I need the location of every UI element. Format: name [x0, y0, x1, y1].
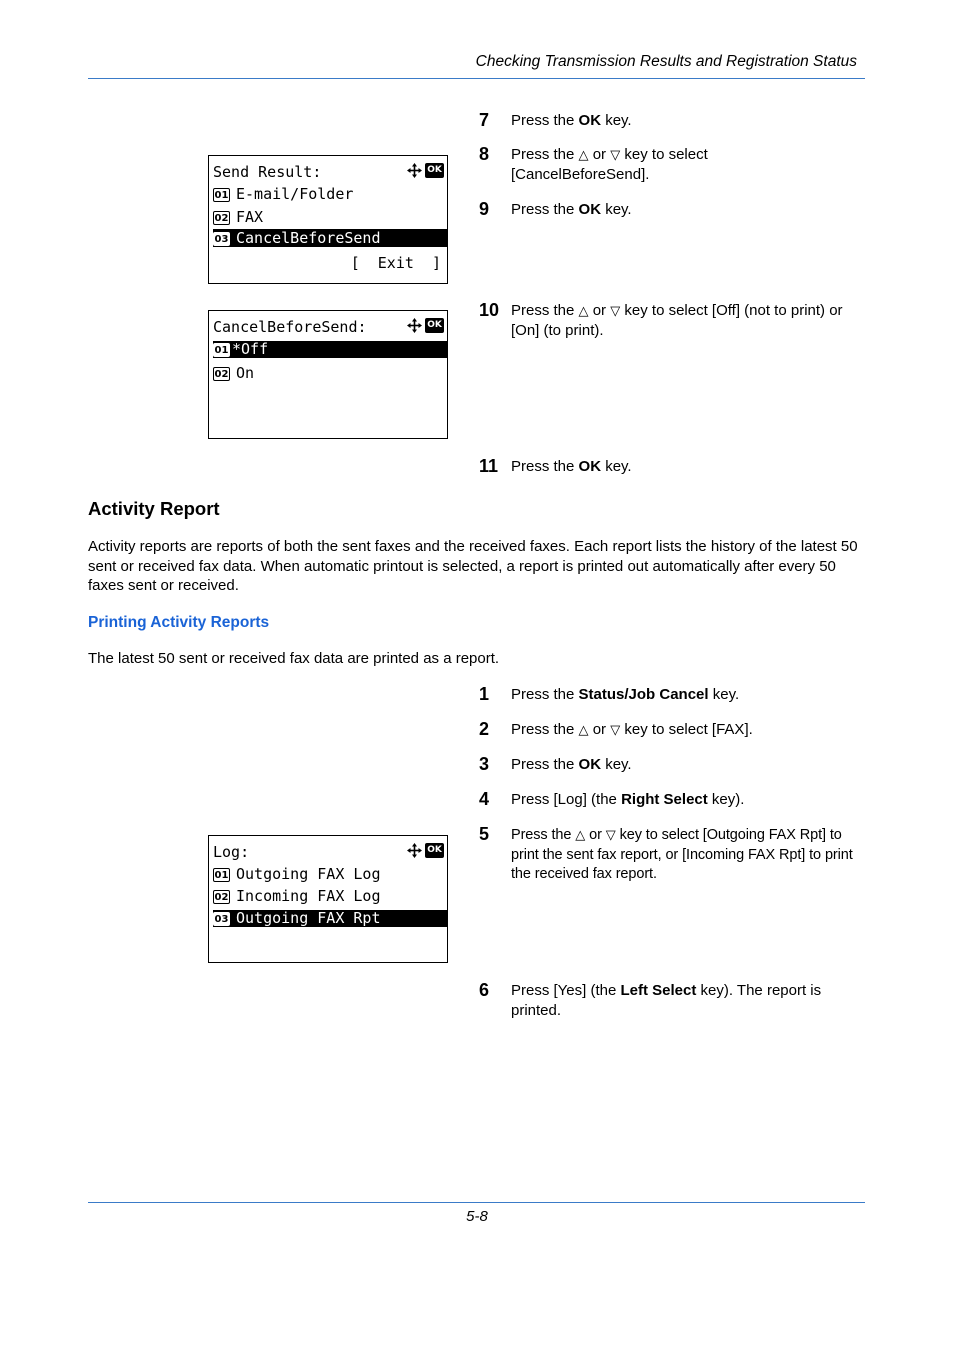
- lcd-nav-icons: [406, 842, 444, 858]
- step-number: 11: [479, 456, 499, 476]
- down-arrow-icon: ▽: [610, 722, 621, 737]
- menu-item-label: E-mail/Folder: [236, 185, 354, 203]
- item-number-badge: 01: [214, 870, 229, 881]
- step-text: Press the Status/Job Cancel key.: [511, 686, 740, 703]
- item-number-badge: 02: [214, 369, 229, 380]
- menu-item-label: On: [236, 364, 255, 382]
- down-arrow-icon: ▽: [605, 827, 616, 842]
- footer-rule: [88, 1202, 865, 1203]
- step-text: Press the △ or ▽ key to select [CancelBeforeSend].: [511, 146, 708, 183]
- lcd-title: Log:: [213, 843, 250, 861]
- up-arrow-icon: △: [578, 722, 589, 737]
- item-number-badge: 03: [214, 234, 229, 245]
- step-number: 1: [479, 684, 490, 704]
- cross-arrows-icon: [406, 162, 423, 179]
- step-text: Press [Yes] (the Left Select key). The report is printed.: [511, 982, 822, 1019]
- ok-icon: OK: [425, 318, 444, 333]
- up-arrow-icon: △: [575, 827, 586, 842]
- up-arrow-icon: △: [578, 147, 589, 162]
- step-number: 7: [479, 110, 490, 130]
- step-number: 8: [479, 144, 490, 164]
- lcd-nav-icons: [406, 162, 444, 178]
- lcd-title: CancelBeforeSend:: [213, 318, 367, 336]
- lcd-send-result: [208, 155, 448, 284]
- item-number-badge: 01: [214, 190, 229, 201]
- subsection-intro: The latest 50 sent or received fax data are printed as a report.: [88, 650, 500, 667]
- step-text: Press the △ or ▽ key to select [FAX].: [511, 721, 753, 738]
- step-text: Press the OK key.: [511, 201, 632, 218]
- menu-item-label: FAX: [236, 208, 264, 226]
- lcd-menu-item-selected: [213, 910, 447, 927]
- step-text: Press the △ or ▽ key to select [Outgoing FAX Rpt] to print the sent fax report, or [Incoming FAX Rpt] to print the received fax report.: [511, 827, 853, 882]
- lcd-menu-item: [213, 208, 447, 227]
- header-rule: [88, 78, 865, 79]
- down-arrow-icon: ▽: [610, 147, 621, 162]
- lcd-menu-item: [213, 185, 447, 204]
- lcd-log: [208, 835, 448, 963]
- step-text: Press [Log] (the Right Select key).: [511, 791, 745, 808]
- item-number-badge: 02: [214, 213, 229, 224]
- lcd-menu-item-selected: [213, 341, 447, 358]
- exit-softkey: [ Exit ]: [350, 254, 441, 272]
- subsection-title: Printing Activity Reports: [88, 614, 270, 631]
- step-number: 10: [479, 300, 500, 320]
- lcd-title: Send Result:: [213, 163, 322, 181]
- section-intro: Activity reports are reports of both the sent faxes and the received faxes. Each report lists the history of the latest 50 sent or received fax data. When automatic printout is selected, a report is printed out automatically after every 50 faxes sent or received.: [88, 538, 858, 594]
- menu-item-label: Outgoing FAX Rpt: [236, 909, 381, 927]
- menu-item-label: Incoming FAX Log: [236, 887, 381, 905]
- item-number-badge: 01: [214, 345, 229, 356]
- step-text: Press the OK key.: [511, 112, 632, 129]
- step-text: Press the OK key.: [511, 458, 632, 475]
- lcd-cancel-before-send: [208, 310, 448, 439]
- lcd-menu-item-selected: [213, 229, 447, 247]
- step-number: 4: [479, 789, 490, 809]
- section-title: Activity Report: [88, 498, 220, 519]
- step-number: 9: [479, 199, 490, 219]
- page-number: 5-8: [466, 1208, 488, 1225]
- step-number: 2: [479, 719, 490, 739]
- item-number-badge: 02: [214, 892, 229, 903]
- cross-arrows-icon: [406, 842, 423, 859]
- ok-icon: OK: [425, 843, 444, 858]
- step-text: Press the △ or ▽ key to select [Off] (not to print) or [On] (to print).: [511, 302, 843, 339]
- step-number: 5: [479, 824, 490, 844]
- menu-item-label: *Off: [232, 340, 269, 358]
- down-arrow-icon: ▽: [610, 303, 621, 318]
- step-number: 6: [479, 980, 490, 1000]
- cross-arrows-icon: [406, 317, 423, 334]
- lcd-nav-icons: [406, 317, 444, 333]
- ok-icon: OK: [425, 163, 444, 178]
- header-title: Checking Transmission Results and Registration Status: [475, 53, 857, 70]
- item-number-badge: 03: [214, 914, 229, 925]
- step-text: Press the OK key.: [511, 756, 632, 773]
- menu-item-label: CancelBeforeSend: [236, 229, 381, 247]
- menu-item-label: Outgoing FAX Log: [236, 865, 381, 883]
- lcd-menu-item: [213, 865, 447, 884]
- lcd-menu-item: [213, 364, 447, 383]
- up-arrow-icon: △: [578, 303, 589, 318]
- step-number: 3: [479, 754, 490, 774]
- lcd-menu-item: [213, 887, 447, 906]
